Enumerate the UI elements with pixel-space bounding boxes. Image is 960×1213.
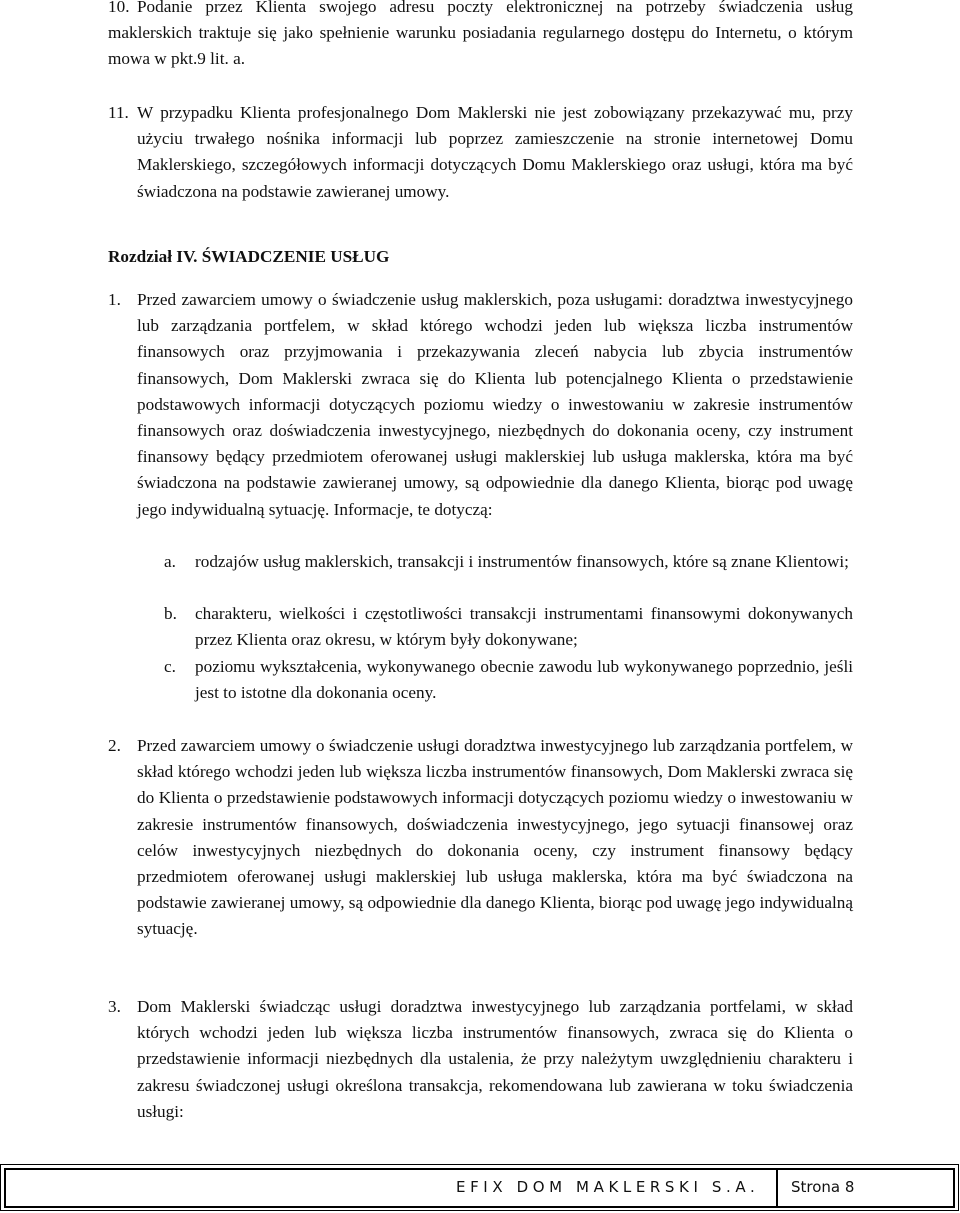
item-10 — [108, 0, 853, 73]
item-11-number: 11. — [108, 103, 129, 122]
subitem-a-letter: a. — [164, 552, 176, 571]
footer-page-number: Strona 8 — [791, 1178, 855, 1196]
section-2-number: 2. — [108, 736, 121, 755]
section-1-text: Przed zawarciem umowy o świadczenie usług maklerskich, poza usługami: doradztwa inwestycyjnego lub zarządzania portfelem, w skład którego wchodzi jeden lub większa liczba instrumentów finansowych oraz przyjmowania i przekazywania zleceń nabycia lub zbycia instrumentów finansowych, Dom Maklerski zwraca się do Klienta lub potencjalnego Klienta o przedstawienie podstawowych informacji dotyczących poziomu wiedzy o inwestowaniu w zakresie instrumentów finansowych oraz doświadczenia inwestycyjnego, niezbędnych do dokonania oceny, czy instrument finansowy będący przedmiotem oferowanej usługi maklerskiej lub usługa maklerska, która ma być świadczona na podstawie zawieranej umowy, są odpowiednie dla danego Klienta, biorąc pod uwagę jego indywidualną sytuację. Informacje, te dotyczą: — [137, 290, 853, 519]
item-11-text: W przypadku Klienta profesjonalnego Dom Maklerski nie jest zobowiązany przekazywać mu, przy użyciu trwałego nośnika informacji lub poprzez zamieszczenie na stronie internetowej Domu Maklerskiego, szczegółowych informacji dotyczących Domu Maklerskiego oraz usługi, która ma być świadczona na podstawie zawieranej umowy. — [137, 103, 853, 201]
section-3-number: 3. — [108, 997, 121, 1016]
subitem-c-text: poziomu wykształcenia, wykonywanego obecnie zawodu lub wykonywanego poprzednio, jeśli jest to istotne dla dokonania oceny. — [195, 657, 853, 703]
section-3 — [108, 994, 853, 1125]
section-1-subitem-b — [164, 601, 853, 653]
section-3-text: Dom Maklerski świadcząc usługi doradztwa inwestycyjnego lub zarządzania portfelami, w skład których wchodzi jeden lub większa liczba instrumentów finansowych, zwraca się do Klienta o przedstawienie informacji niezbędnych dla ustalenia, że przy należytym uwzględnieniu charakteru i zakresu świadczonej usługi określona transakcja, rekomendowana lub zawierana w toku świadczenia usługi: — [137, 997, 853, 1121]
footer-divider — [776, 1168, 778, 1208]
section-1-number: 1. — [108, 290, 121, 309]
subitem-c-letter: c. — [164, 657, 176, 676]
footer-company-name: EFIX DOM MAKLERSKI S.A. — [456, 1178, 760, 1196]
section-1-subitem-c — [164, 654, 853, 706]
item-10-text: Podanie przez Klienta swojego adresu poczty elektronicznej na potrzeby świadczenia usług maklerskich traktuje się jako spełnienie warunku posiadania regularnego dostępu do Internetu, o którym mowa w pkt.9 lit. a. — [108, 0, 853, 69]
section-2 — [108, 733, 853, 943]
subitem-b-letter: b. — [164, 604, 177, 623]
subitem-a-text: rodzajów usług maklerskich, transakcji i instrumentów finansowych, które są znane Klientowi; — [195, 552, 849, 571]
item-10-number: 10. — [108, 0, 130, 16]
chapter-heading: Rozdział IV. ŚWIADCZENIE USŁUG — [108, 247, 390, 266]
item-11 — [108, 100, 853, 205]
section-1-subitem-a — [164, 549, 853, 575]
section-2-text: Przed zawarciem umowy o świadczenie usługi doradztwa inwestycyjnego lub zarządzania portfelem, w skład którego wchodzi jeden lub większa liczba instrumentów finansowych, Dom Maklerski zwraca się do Klienta o przedstawienie podstawowych informacji dotyczących poziomu wiedzy o inwestowaniu w zakresie instrumentów finansowych, doświadczenia inwestycyjnego, jego sytuacji finansowej oraz celów inwestycyjnych niezbędnych do dokonania oceny, czy instrument finansowy będący przedmiotem oferowanej usługi maklerskiej lub usługa maklerska, która ma być świadczona na podstawie zawieranej umowy, są odpowiednie dla danego Klienta, biorąc pod uwagę jego indywidualną sytuację. — [137, 736, 853, 939]
page-footer — [0, 1164, 960, 1213]
section-1 — [108, 287, 853, 523]
subitem-b-text: charakteru, wielkości i częstotliwości transakcji instrumentami finansowymi dokonywanych przez Klienta oraz okresu, w którym były dokonywane; — [195, 604, 853, 650]
